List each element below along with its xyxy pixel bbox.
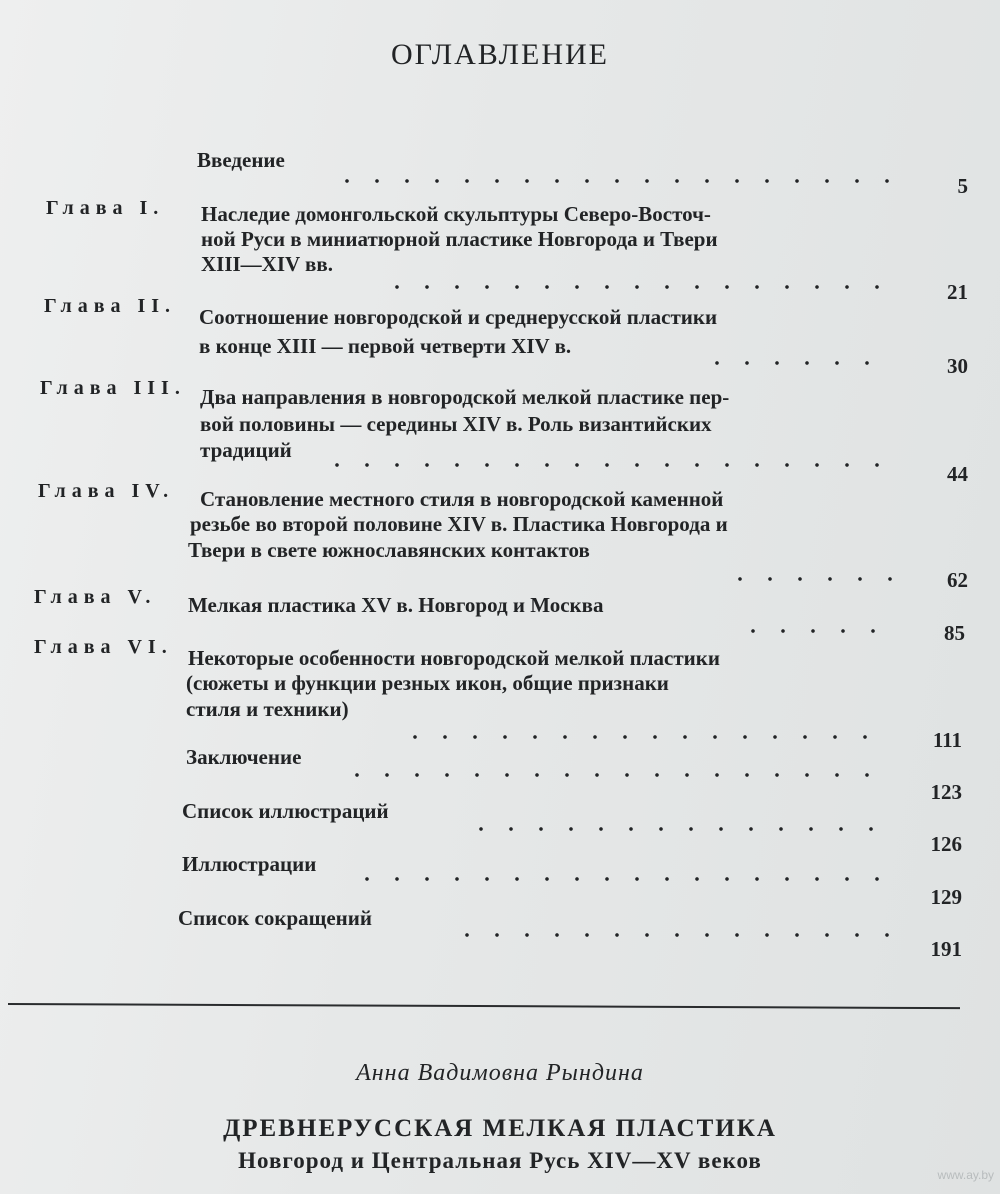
toc-entry-text: Иллюстрации xyxy=(182,852,317,876)
chapter-label: Глава IV. xyxy=(38,480,175,502)
toc-page-number: 123 xyxy=(930,780,962,804)
book-subtitle: Новгород и Центральная Русь XIV—XV веков xyxy=(238,1148,762,1173)
toc-entry-text: Список иллюстраций xyxy=(182,799,389,823)
leader-dots xyxy=(332,178,892,184)
toc-page-number: 5 xyxy=(957,174,968,198)
toc-page-number: 85 xyxy=(944,621,965,645)
toc-entry-text: XIII—XIV вв. xyxy=(201,252,333,276)
divider-rule xyxy=(8,1003,960,1009)
toc-page-number: 62 xyxy=(947,568,968,592)
leader-dots xyxy=(702,360,892,366)
toc-page-number: 30 xyxy=(947,354,968,378)
toc-entry-text: в конце XIII — первой четверти XIV в. xyxy=(199,334,572,358)
chapter-label: Глава II. xyxy=(44,295,177,317)
chapter-label: Глава VI. xyxy=(34,636,173,658)
toc-page-number: 191 xyxy=(930,937,962,961)
toc-entry-text: (сюжеты и функции резных икон, общие признаки xyxy=(186,671,669,695)
toc-entry-text: Список сокращений xyxy=(178,906,372,930)
toc-entry-text: Два направления в новгородской мелкой пластике пер- xyxy=(200,385,730,409)
toc-entry-text: стиля и техники) xyxy=(186,697,349,721)
leader-dots xyxy=(738,628,892,634)
toc-entry-text: Некоторые особенности новгородской мелкой пластики xyxy=(188,646,720,670)
toc-entry-text: Твери в свете южнославянских контактов xyxy=(188,538,590,562)
leader-dots xyxy=(466,826,892,832)
leader-dots xyxy=(452,932,892,938)
leader-dots xyxy=(725,576,892,582)
toc-page-number: 126 xyxy=(930,832,962,856)
leader-dots xyxy=(342,772,892,778)
toc-page-number: 44 xyxy=(947,462,968,486)
author-name: Анна Вадимовна Рындина xyxy=(356,1060,644,1086)
toc-page-number: 111 xyxy=(932,728,962,752)
toc-entry-text: ной Руси в миниатюрной пластике Новгорода и Твери xyxy=(201,227,718,251)
toc-entry-text: резьбе во второй половине XIV в. Пластика Новгорода и xyxy=(190,512,728,536)
toc-entry-text: Наследие домонгольской скульптуры Северо-Восточ- xyxy=(201,202,711,226)
leader-dots xyxy=(382,284,892,290)
toc-entry-text: Заключение xyxy=(186,745,302,769)
leader-dots xyxy=(400,734,892,740)
watermark: www.ay.by xyxy=(937,1168,994,1182)
chapter-label: Глава V. xyxy=(34,586,157,608)
toc-page-number: 21 xyxy=(947,280,968,304)
chapter-label: Глава I. xyxy=(46,197,165,219)
toc-entry-text: вой половины — середины XIV в. Роль византийских xyxy=(200,412,712,436)
page-title: ОГЛАВЛЕНИЕ xyxy=(391,38,609,71)
toc-entry-text: Мелкая пластика XV в. Новгород и Москва xyxy=(188,593,604,617)
chapter-label: Глава III. xyxy=(40,377,186,399)
toc-entry-text: Становление местного стиля в новгородской каменной xyxy=(200,487,724,511)
toc-entry-text: традиций xyxy=(200,438,292,462)
toc-entry-text: Введение xyxy=(197,148,285,172)
toc-page-number: 129 xyxy=(930,885,962,909)
leader-dots xyxy=(352,876,892,882)
book-title: ДРЕВНЕРУССКАЯ МЕЛКАЯ ПЛАСТИКА xyxy=(223,1115,777,1142)
leader-dots xyxy=(322,462,892,468)
toc-entry-text: Соотношение новгородской и среднерусской пластики xyxy=(199,305,718,329)
